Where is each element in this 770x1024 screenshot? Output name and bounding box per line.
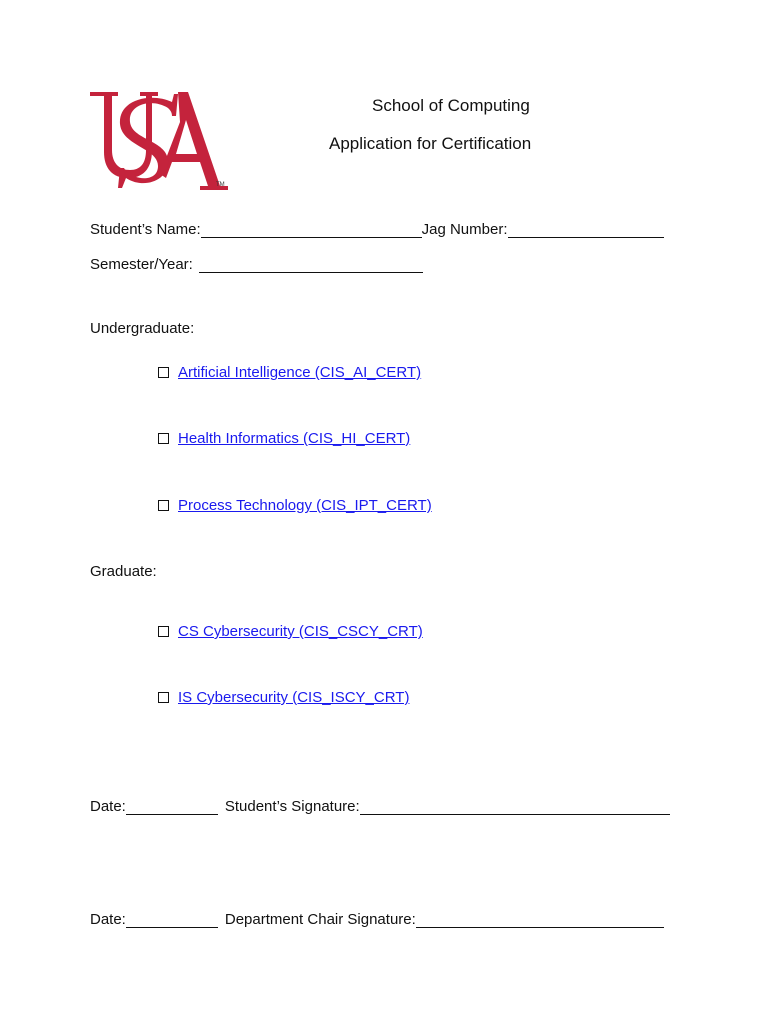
date-field[interactable] [126,799,218,815]
cert-option-ai[interactable] [158,364,421,381]
undergraduate-heading: Undergraduate: [90,320,195,337]
cert-link-ai[interactable]: Artificial Intelligence (CIS_AI_CERT) [178,364,422,381]
school-title: School of Computing [372,96,530,115]
checkbox[interactable] [158,692,169,703]
cert-link-cscy[interactable]: CS Cybersecurity (CIS_CSCY_CRT) [178,623,423,640]
date-field[interactable] [126,912,218,928]
cert-option-hi[interactable] [158,430,410,447]
student-name-label: Student’s Name: [90,221,201,238]
student-name-field[interactable] [201,222,422,238]
checkbox[interactable] [158,367,169,378]
chair-signature-field[interactable] [416,912,664,928]
student-signature-label: Student’s Signature: [224,798,360,815]
date-label: Date: [90,798,126,815]
student-signature-field[interactable] [360,799,670,815]
usa-logo [88,88,230,196]
cert-option-iscy[interactable] [158,689,409,706]
chair-signature-label: Department Chair Signature: [224,911,416,928]
graduate-heading: Graduate: [90,563,157,580]
student-info-row [90,221,664,238]
date-label: Date: [90,911,126,928]
checkbox[interactable] [158,626,169,637]
cert-link-iscy[interactable]: IS Cybersecurity (CIS_ISCY_CRT) [178,689,410,706]
checkbox[interactable] [158,500,169,511]
semester-year-field[interactable] [199,257,423,273]
cert-link-ipt[interactable]: Process Technology (CIS_IPT_CERT) [178,497,432,514]
jag-number-field[interactable] [508,222,664,238]
jag-number-label: Jag Number: [421,221,508,238]
cert-link-hi[interactable]: Health Informatics (CIS_HI_CERT) [178,430,411,447]
checkbox[interactable] [158,433,169,444]
cert-option-ipt[interactable] [158,497,432,514]
form-title: Application for Certification [329,134,532,153]
semester-row [90,256,423,273]
student-signature-row [90,798,670,815]
semester-year-label: Semester/Year: [90,256,193,273]
chair-signature-row [90,911,664,928]
cert-option-cscy[interactable] [158,623,423,640]
trademark-mark: TM [216,182,225,188]
